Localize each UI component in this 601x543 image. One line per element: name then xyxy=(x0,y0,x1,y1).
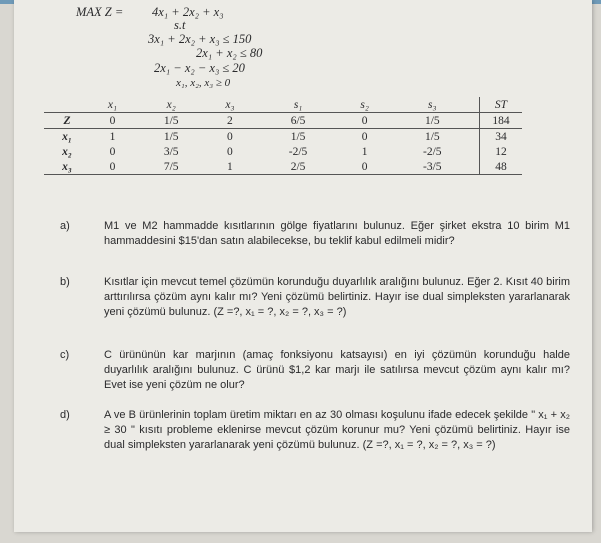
table-cell: x₁ xyxy=(62,130,72,143)
header-cell: s₁ xyxy=(252,97,343,113)
table-cell: 1/5 xyxy=(290,130,306,143)
table-cell: 48 xyxy=(480,159,523,175)
table-cell: 1 xyxy=(207,159,252,175)
header-cell: x₁ xyxy=(90,97,135,113)
question-text: A ve B ürünlerinin toplam üretim miktarı en az 30 olması koşulunu ifade edecek şekilde " x₁ + x₂ ≥ 30 " kısıtı probleme eklenirse mevcut çözüm korunur mu? Yeni çözümü belirtiniz. Hayır ise dual simpleksten yararlanarak yeni çözümü bulunuz. (Z =?, x₁ = ?, x₂ = ?, x₃ = ?) xyxy=(104,409,570,451)
table-cell: 7/5 xyxy=(135,159,208,175)
table-cell: 1/5 xyxy=(163,130,179,143)
question-label: b) xyxy=(60,276,70,288)
table-cell: -2/5 xyxy=(288,145,308,158)
table-cell: 0 xyxy=(227,130,233,143)
max-label: MAX Z = xyxy=(76,5,124,19)
table-cell: x₂ xyxy=(62,145,72,158)
tableau-row xyxy=(44,159,522,175)
table-cell: x₃ xyxy=(44,159,90,175)
question-text: C ürününün kar marjının (amaç fonksiyonu katsayısı) en iyi çözümün korunduğu halde duyarlılık aralığını bulunuz. C ürünü $1,2 kar marjı ile satılırsa mevcut çözüm aynı kalır mı? Evet ise yeni çözüm ne olur? xyxy=(104,349,570,391)
question-label: a) xyxy=(60,220,70,232)
question-label: d) xyxy=(60,409,70,421)
header-cell: x₂ xyxy=(135,97,208,113)
table-cell: 0 xyxy=(90,113,135,129)
tableau-row xyxy=(44,144,522,159)
table-cell: 1/5 xyxy=(386,113,480,129)
table-cell: -3/5 xyxy=(386,159,480,175)
constraint-2: 2x₁ + x₂ ≤ 80 xyxy=(196,46,263,60)
subject-to-label: s.t xyxy=(174,18,186,32)
table-cell: 0 xyxy=(361,130,368,143)
table-cell: 2 xyxy=(207,113,252,129)
header-cell xyxy=(44,97,90,113)
table-cell: 0 xyxy=(227,145,233,158)
nonnegativity: x₁, x₂, x₃ ≥ 0 xyxy=(176,77,231,89)
table-cell: Z xyxy=(44,113,90,129)
header-cell: x₃ xyxy=(207,97,252,113)
table-cell: 3/5 xyxy=(163,145,179,158)
table-cell: 0 xyxy=(90,159,135,175)
tableau-row xyxy=(44,129,522,145)
constraint-3: 2x₁ − x₂ − x₃ ≤ 20 xyxy=(154,61,245,75)
table-cell: 0 xyxy=(344,113,386,129)
question-label: c) xyxy=(60,349,70,361)
question-text: Kısıtlar için mevcut temel çözümün korunduğu duyarlılık aralığını bulunuz. Eğer 2. Kısıt 40 birim arttırılırsa çözüm aynı kalır mı? Yeni çözümü belirtiniz. Hayır ise dual simpleksten yararlanarak yeni çözümü bulunuz. (Z =?, x₁ = ?, x₂ = ?, x₃ = ?) xyxy=(104,276,570,318)
table-cell: 1 xyxy=(109,130,116,143)
table-cell: 0 xyxy=(109,145,116,158)
optimal-tableau xyxy=(44,97,522,175)
tableau-row xyxy=(44,113,522,129)
objective-function: 4x₁ + 2x₂ + x₃ xyxy=(152,5,224,19)
exam-paper xyxy=(14,0,592,532)
table-cell: 12 xyxy=(480,144,523,159)
header-cell: s₂ xyxy=(344,97,386,113)
table-cell: 1/5 xyxy=(424,130,440,143)
table-cell: 6/5 xyxy=(252,113,343,129)
table-cell: 1 xyxy=(361,145,368,158)
tableau-header-row xyxy=(44,97,522,113)
table-cell: 34 xyxy=(480,129,523,145)
table-cell: 0 xyxy=(344,159,386,175)
table-cell: -2/5 xyxy=(423,145,442,158)
header-cell: ST xyxy=(480,97,523,113)
table-cell: 1/5 xyxy=(135,113,208,129)
constraint-1: 3x₁ + 2x₂ + x₃ ≤ 150 xyxy=(148,32,252,46)
table-cell: 184 xyxy=(480,113,523,129)
question-text: M1 ve M2 hammadde kısıtlarının gölge fiyatlarını bulunuz. Eğer şirket ekstra 10 birim M1 hammaddesini $15'dan satın alabilecekse, bu teklif kabul edilmeli midir? xyxy=(104,220,570,247)
header-cell: s₃ xyxy=(386,97,480,113)
table-cell: 2/5 xyxy=(252,159,343,175)
